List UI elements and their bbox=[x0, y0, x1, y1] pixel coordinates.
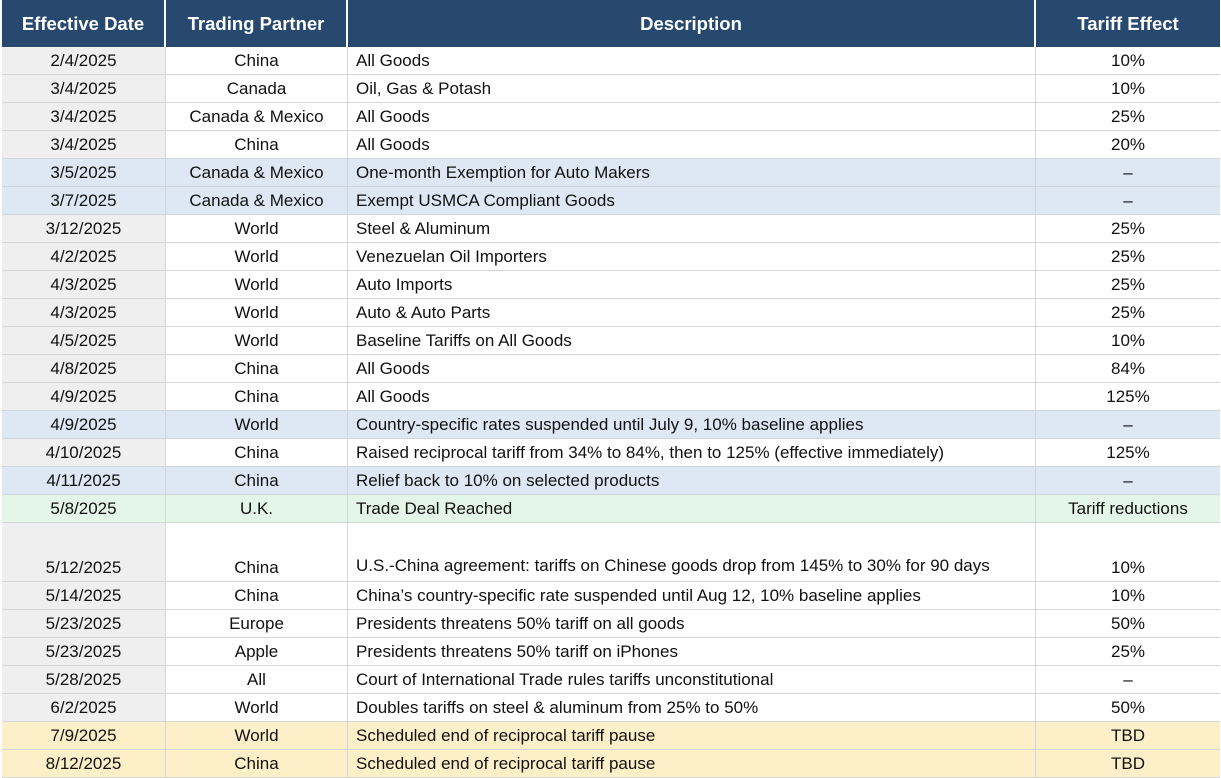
cell-description: All Goods bbox=[348, 103, 1036, 131]
table-row bbox=[2, 666, 1220, 694]
table-row bbox=[2, 215, 1220, 243]
cell-description: Presidents threatens 50% tariff on iPhones bbox=[348, 638, 1036, 666]
cell-description: Scheduled end of reciprocal tariff pause bbox=[348, 750, 1036, 778]
cell-description: All Goods bbox=[348, 131, 1036, 159]
cell-effective-date: 4/3/2025 bbox=[2, 271, 166, 299]
cell-trading-partner: World bbox=[166, 411, 348, 439]
cell-trading-partner: Canada bbox=[166, 75, 348, 103]
cell-tariff-effect: 10% bbox=[1036, 47, 1220, 75]
cell-trading-partner: Canada & Mexico bbox=[166, 159, 348, 187]
table-row bbox=[2, 103, 1220, 131]
table-row bbox=[2, 638, 1220, 666]
cell-tariff-effect: 20% bbox=[1036, 131, 1220, 159]
cell-trading-partner: World bbox=[166, 327, 348, 355]
cell-tariff-effect: 25% bbox=[1036, 215, 1220, 243]
cell-effective-date: 6/2/2025 bbox=[2, 694, 166, 722]
header-description: Description bbox=[348, 0, 1036, 47]
cell-effective-date: 4/2/2025 bbox=[2, 243, 166, 271]
cell-effective-date: 2/4/2025 bbox=[2, 47, 166, 75]
cell-tariff-effect: 25% bbox=[1036, 103, 1220, 131]
table-row bbox=[2, 159, 1220, 187]
cell-description: Scheduled end of reciprocal tariff pause bbox=[348, 722, 1036, 750]
header-row bbox=[2, 0, 1220, 47]
table-row bbox=[2, 722, 1220, 750]
cell-effective-date: 3/5/2025 bbox=[2, 159, 166, 187]
cell-trading-partner: All bbox=[166, 666, 348, 694]
table-row bbox=[2, 694, 1220, 722]
cell-trading-partner: World bbox=[166, 694, 348, 722]
table-row bbox=[2, 582, 1220, 610]
cell-tariff-effect: 50% bbox=[1036, 694, 1220, 722]
cell-effective-date: 4/3/2025 bbox=[2, 299, 166, 327]
cell-effective-date: 3/4/2025 bbox=[2, 103, 166, 131]
cell-tariff-effect: 25% bbox=[1036, 243, 1220, 271]
cell-trading-partner: Canada & Mexico bbox=[166, 187, 348, 215]
cell-effective-date: 5/28/2025 bbox=[2, 666, 166, 694]
cell-description: All Goods bbox=[348, 383, 1036, 411]
cell-tariff-effect: 25% bbox=[1036, 299, 1220, 327]
tariff-timeline-table bbox=[2, 0, 1220, 778]
cell-trading-partner: China bbox=[166, 750, 348, 778]
cell-tariff-effect: Tariff reductions bbox=[1036, 495, 1220, 523]
cell-effective-date: 4/10/2025 bbox=[2, 439, 166, 467]
cell-tariff-effect: 125% bbox=[1036, 439, 1220, 467]
table-row bbox=[2, 411, 1220, 439]
cell-description: Country-specific rates suspended until July 9, 10% baseline applies bbox=[348, 411, 1036, 439]
cell-description: Court of International Trade rules tariffs unconstitutional bbox=[348, 666, 1036, 694]
cell-effective-date: 5/14/2025 bbox=[2, 582, 166, 610]
cell-tariff-effect: – bbox=[1036, 666, 1220, 694]
table-row bbox=[2, 383, 1220, 411]
table-row bbox=[2, 439, 1220, 467]
cell-tariff-effect: 50% bbox=[1036, 610, 1220, 638]
table-body bbox=[2, 47, 1220, 778]
cell-effective-date: 3/4/2025 bbox=[2, 75, 166, 103]
cell-trading-partner: China bbox=[166, 47, 348, 75]
cell-tariff-effect: – bbox=[1036, 467, 1220, 495]
cell-description: Oil, Gas & Potash bbox=[348, 75, 1036, 103]
cell-description: China’s country-specific rate suspended until Aug 12, 10% baseline applies bbox=[348, 582, 1036, 610]
cell-description: One-month Exemption for Auto Makers bbox=[348, 159, 1036, 187]
cell-trading-partner: World bbox=[166, 722, 348, 750]
cell-description: U.S.-China agreement: tariffs on Chinese goods drop from 145% to 30% for 90 days bbox=[348, 523, 1036, 582]
cell-trading-partner: Apple bbox=[166, 638, 348, 666]
cell-effective-date: 4/8/2025 bbox=[2, 355, 166, 383]
cell-trading-partner: China bbox=[166, 467, 348, 495]
table-row bbox=[2, 47, 1220, 75]
cell-effective-date: 4/11/2025 bbox=[2, 467, 166, 495]
cell-trading-partner: China bbox=[166, 439, 348, 467]
cell-trading-partner: China bbox=[166, 523, 348, 582]
cell-trading-partner: World bbox=[166, 215, 348, 243]
cell-tariff-effect: 25% bbox=[1036, 638, 1220, 666]
cell-trading-partner: China bbox=[166, 383, 348, 411]
cell-description: Exempt USMCA Compliant Goods bbox=[348, 187, 1036, 215]
header-tariff-effect: Tariff Effect bbox=[1036, 0, 1220, 47]
cell-description: Trade Deal Reached bbox=[348, 495, 1036, 523]
cell-effective-date: 5/23/2025 bbox=[2, 638, 166, 666]
cell-tariff-effect: 10% bbox=[1036, 75, 1220, 103]
cell-tariff-effect: 125% bbox=[1036, 383, 1220, 411]
cell-effective-date: 8/12/2025 bbox=[2, 750, 166, 778]
cell-trading-partner: World bbox=[166, 271, 348, 299]
cell-description: Steel & Aluminum bbox=[348, 215, 1036, 243]
cell-trading-partner: Europe bbox=[166, 610, 348, 638]
cell-trading-partner: China bbox=[166, 355, 348, 383]
table-row bbox=[2, 327, 1220, 355]
cell-effective-date: 5/8/2025 bbox=[2, 495, 166, 523]
cell-description: Auto Imports bbox=[348, 271, 1036, 299]
cell-tariff-effect: TBD bbox=[1036, 750, 1220, 778]
cell-trading-partner: Canada & Mexico bbox=[166, 103, 348, 131]
cell-description: Baseline Tariffs on All Goods bbox=[348, 327, 1036, 355]
cell-tariff-effect: 10% bbox=[1036, 327, 1220, 355]
table-row bbox=[2, 299, 1220, 327]
cell-effective-date: 4/5/2025 bbox=[2, 327, 166, 355]
table-row bbox=[2, 467, 1220, 495]
cell-effective-date: 5/12/2025 bbox=[2, 523, 166, 582]
table-row bbox=[2, 75, 1220, 103]
cell-tariff-effect: 84% bbox=[1036, 355, 1220, 383]
cell-trading-partner: U.K. bbox=[166, 495, 348, 523]
table-row bbox=[2, 243, 1220, 271]
cell-effective-date: 4/9/2025 bbox=[2, 383, 166, 411]
cell-trading-partner: China bbox=[166, 582, 348, 610]
cell-tariff-effect: – bbox=[1036, 187, 1220, 215]
cell-trading-partner: China bbox=[166, 131, 348, 159]
table-row bbox=[2, 355, 1220, 383]
table-row bbox=[2, 187, 1220, 215]
cell-description: Presidents threatens 50% tariff on all goods bbox=[348, 610, 1036, 638]
table-header bbox=[2, 0, 1220, 47]
header-trading-partner: Trading Partner bbox=[166, 0, 348, 47]
cell-tariff-effect: 10% bbox=[1036, 523, 1220, 582]
cell-tariff-effect: TBD bbox=[1036, 722, 1220, 750]
cell-tariff-effect: 10% bbox=[1036, 582, 1220, 610]
table-row bbox=[2, 495, 1220, 523]
cell-description: Doubles tariffs on steel & aluminum from 25% to 50% bbox=[348, 694, 1036, 722]
cell-trading-partner: World bbox=[166, 243, 348, 271]
cell-effective-date: 3/4/2025 bbox=[2, 131, 166, 159]
table-row bbox=[2, 750, 1220, 778]
cell-effective-date: 3/12/2025 bbox=[2, 215, 166, 243]
table-row bbox=[2, 131, 1220, 159]
cell-description: Venezuelan Oil Importers bbox=[348, 243, 1036, 271]
table-row bbox=[2, 523, 1220, 582]
cell-description: Raised reciprocal tariff from 34% to 84%, then to 125% (effective immediately) bbox=[348, 439, 1036, 467]
cell-tariff-effect: 25% bbox=[1036, 271, 1220, 299]
cell-trading-partner: World bbox=[166, 299, 348, 327]
table-row bbox=[2, 610, 1220, 638]
cell-description: All Goods bbox=[348, 47, 1036, 75]
cell-tariff-effect: – bbox=[1036, 411, 1220, 439]
cell-tariff-effect: – bbox=[1036, 159, 1220, 187]
cell-description: Relief back to 10% on selected products bbox=[348, 467, 1036, 495]
header-effective-date: Effective Date bbox=[2, 0, 166, 47]
cell-effective-date: 3/7/2025 bbox=[2, 187, 166, 215]
cell-description: Auto & Auto Parts bbox=[348, 299, 1036, 327]
cell-effective-date: 5/23/2025 bbox=[2, 610, 166, 638]
cell-effective-date: 7/9/2025 bbox=[2, 722, 166, 750]
cell-effective-date: 4/9/2025 bbox=[2, 411, 166, 439]
table-row bbox=[2, 271, 1220, 299]
cell-description: All Goods bbox=[348, 355, 1036, 383]
